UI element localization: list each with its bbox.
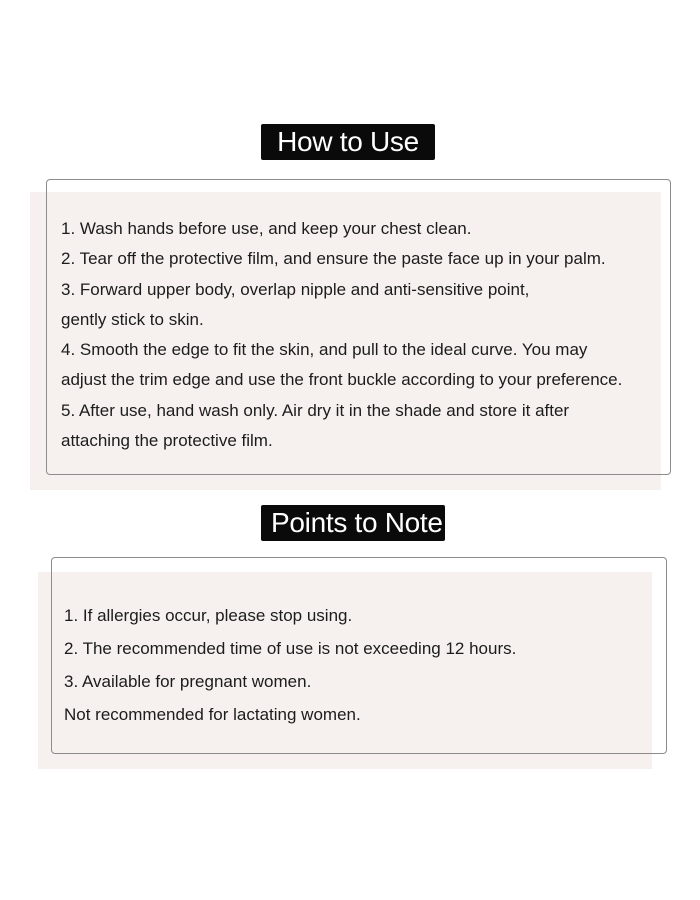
points-to-note-line: Not recommended for lactating women.	[64, 705, 361, 724]
points-to-note-line: 2. The recommended time of use is not exceeding 12 hours.	[64, 639, 517, 658]
how-to-use-line: adjust the trim edge and use the front buckle according to your preference.	[61, 370, 623, 390]
how-to-use-line: 2. Tear off the protective film, and ensure the paste face up in your palm.	[61, 249, 606, 269]
how-to-use-line: 3. Forward upper body, overlap nipple and anti-sensitive point,	[61, 279, 530, 299]
how-to-use-line: 1. Wash hands before use, and keep your chest clean.	[61, 219, 472, 238]
how-to-use-line: gently stick to skin.	[61, 309, 204, 329]
points-to-note-heading: Points to Note	[261, 505, 445, 541]
how-to-use-line: 4. Smooth the edge to fit the skin, and pull to the ideal curve. You may	[61, 340, 588, 360]
points-to-note-list	[64, 599, 654, 731]
how-to-use-line: attaching the protective film.	[61, 431, 273, 451]
how-to-use-steps	[61, 214, 666, 456]
how-to-use-heading: How to Use	[261, 124, 435, 160]
how-to-use-line: 5. After use, hand wash only. Air dry it in the shade and store it after	[61, 400, 570, 420]
points-to-note-line: 3. Available for pregnant women.	[64, 672, 312, 691]
points-to-note-line: 1. If allergies occur, please stop using.	[64, 606, 353, 625]
